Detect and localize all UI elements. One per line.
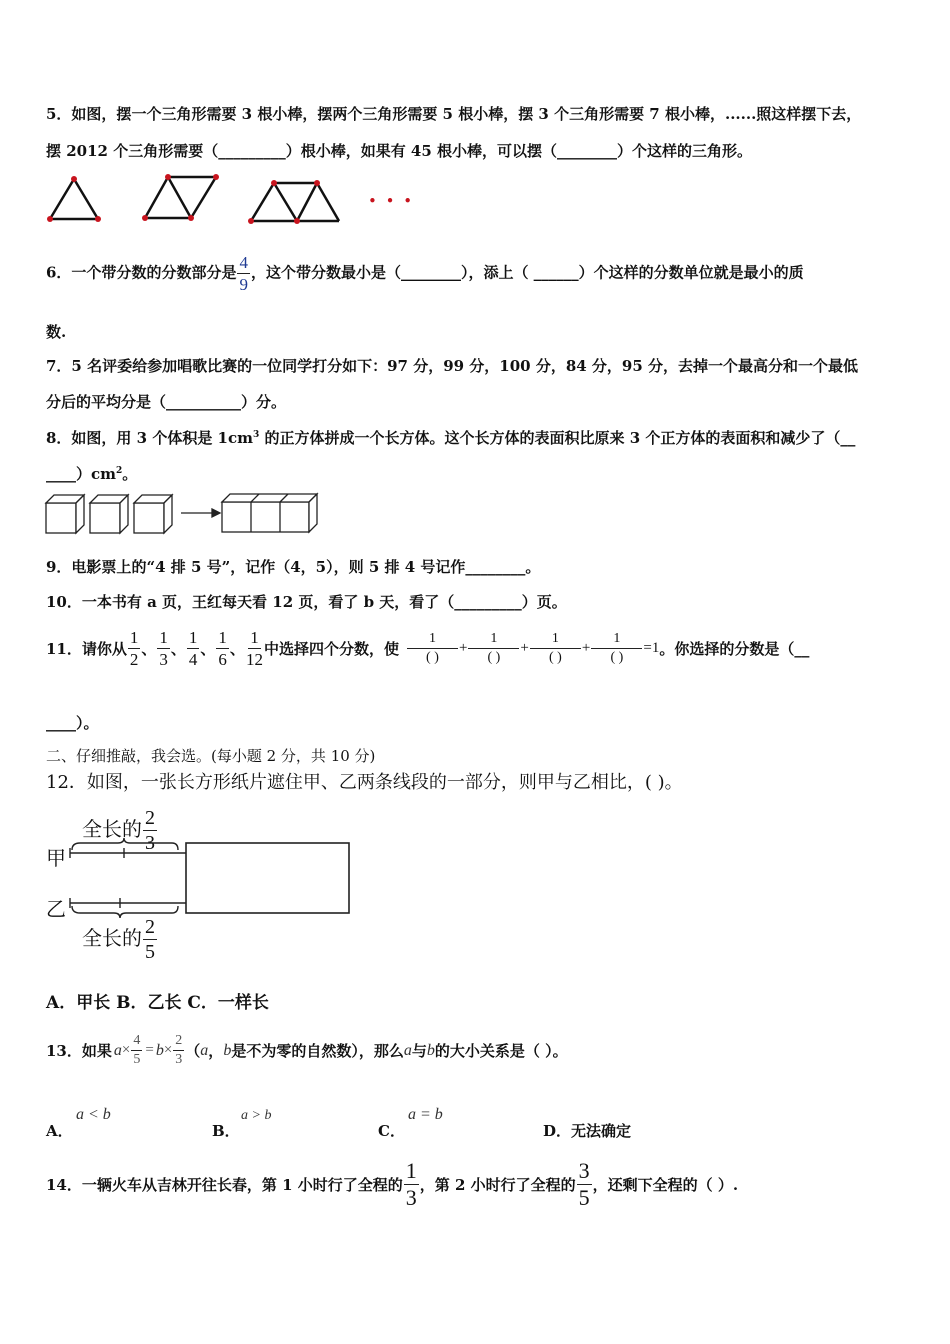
q13-option-a: a < b [76, 1106, 111, 1123]
q11-line2: ____）。 [46, 714, 99, 732]
q13-mid1: （ [185, 1042, 201, 1060]
q13-line [46, 1034, 568, 1067]
q5-continuation-dots: • • • [368, 192, 415, 210]
q11-frac-3-den: 4 [188, 650, 198, 669]
q12-label-jia: 甲 [46, 846, 66, 870]
q11-prefix: 11．请你从 [46, 640, 127, 658]
q13-option-c-label: C． [378, 1122, 405, 1140]
q14-f1-den: 3 [405, 1185, 417, 1210]
q11-frac-5-num: 1 [250, 628, 259, 647]
q12-text: 12．如图，一张长方形纸片遮住甲、乙两条线段的一部分，则甲与乙相比，( )。 [46, 772, 683, 793]
q13-var-a-2: a [200, 1041, 209, 1059]
q13-mid4: 与 [411, 1042, 427, 1060]
q12-bottom-den: 5 [145, 941, 155, 963]
q14-frac-1 [404, 1160, 419, 1209]
q11-plus: + [581, 640, 591, 656]
q13-f2-num: 2 [173, 1034, 184, 1051]
q11-sep: 、 [170, 640, 186, 658]
q11-sep: 、 [141, 640, 157, 658]
q11-blank-4-den: ( ) [610, 650, 624, 665]
q11-equals: =1 [643, 640, 660, 656]
q13-var-b-2: b [223, 1041, 232, 1059]
q5-line2: 摆 2012 个三角形需要（_________）根小棒，如果有 45 根小棒，可以摆（________）个这样的三角形。 [46, 142, 753, 160]
q13-var-a-3: a [403, 1041, 412, 1059]
q11-frac-4-den: 6 [218, 650, 227, 669]
q6-suffix: ，这个带分数最小是（________），添上（ ______）个这样的分数单位就是最小的质 [250, 263, 804, 282]
q13-f1-den: 5 [133, 1052, 141, 1067]
q6-frac-numerator: 4 [239, 253, 248, 272]
q13-prefix: 13．如果 [46, 1042, 112, 1060]
q13-frac-1 [131, 1034, 142, 1067]
q8-line2a: ____）cm [46, 465, 117, 483]
q8-line1b: 的正方体拼成一个长方体。这个长方体的表面积比原来 3 个正方体的表面积和减少了（__ [259, 429, 856, 447]
q11-frac-2-den: 3 [159, 650, 168, 669]
q11-blank-4-num: 1 [591, 632, 642, 649]
q8-sup-3: 3 [252, 430, 260, 440]
q14-f2-num: 3 [578, 1158, 590, 1183]
q11-suffix: 。你选择的分数是（__ [659, 640, 810, 658]
q14-frac-2 [577, 1160, 592, 1209]
q8-sup-2: 2 [116, 466, 123, 476]
q13-option-b-label: B． [212, 1122, 240, 1140]
q13-mid5: 的大小关系是（ ）。 [434, 1042, 568, 1060]
q13-f1-num: 4 [131, 1034, 142, 1051]
q11-sep: 、 [200, 640, 216, 658]
q10-text: 10．一本书有 a 页，王红每天看 12 页，看了 b 天，看了（_________）页。 [46, 593, 567, 611]
q11-frac-5-den: 12 [245, 650, 263, 669]
q11-blank-2-num: 1 [468, 632, 519, 649]
q13-option-b: a > b [241, 1108, 272, 1123]
q11-blank-1-num: 1 [407, 632, 458, 649]
q12-options: A．甲长 B．乙长 C．一样长 [46, 993, 269, 1013]
q12-top-den: 3 [145, 832, 155, 854]
q6-line2: 数. [46, 323, 67, 341]
q12-top-num: 2 [145, 807, 155, 829]
q13-frac-2 [173, 1034, 184, 1067]
q11-blank-3-den: ( ) [548, 650, 562, 665]
q7-line1: 7．5 名评委给参加唱歌比赛的一位同学打分如下：97 分，99 分，100 分，84 分，95 分，去掉一个最高分和一个最低 [46, 357, 859, 375]
q11-frac-1-den: 2 [129, 650, 139, 669]
q11-mid: 中选择四个分数，使 [263, 640, 399, 658]
q13-eq: = [145, 1042, 154, 1058]
q14-mid: ，第 2 小时行了全程的 [419, 1176, 576, 1194]
q13-var-b: b [155, 1041, 164, 1059]
q7-line2: 分后的平均分是（__________）分。 [46, 393, 287, 411]
q13-option-a-label: A． [46, 1122, 73, 1140]
q13-f2-den: 3 [175, 1052, 183, 1067]
q5-line1: 5．如图，摆一个三角形需要 3 根小棒，摆两个三角形需要 5 根小棒，摆 3 个三角形需要 7 根小棒，......照这样摆下去， [46, 105, 862, 123]
q11-frac-3-num: 1 [188, 628, 198, 647]
q14-f2-den: 5 [578, 1185, 590, 1210]
q14-line [46, 1160, 738, 1209]
q13-var-a: a [113, 1041, 122, 1059]
q11-frac-4-num: 1 [218, 628, 227, 647]
q11-frac-2-num: 1 [159, 628, 168, 647]
q11-sep: 、 [229, 640, 245, 658]
q11-blank-1-den: ( ) [426, 650, 439, 665]
q9-text: 9．电影票上的“4 排 5 号”，记作（4，5），则 5 排 4 号记作________。 [46, 558, 541, 576]
q13-times-2: × [163, 1042, 173, 1058]
q13-var-b-3: b [426, 1041, 435, 1059]
q12-top-label-text: 全长的 [82, 817, 142, 841]
section2-title: 二、仔细推敲，我会选。(每小题 2 分，共 10 分) [46, 747, 376, 765]
q14-f1-num: 1 [405, 1158, 417, 1183]
q6-frac-denominator: 9 [239, 275, 248, 294]
q13-option-d: D．无法确定 [543, 1122, 632, 1140]
q12-bottom-label-text: 全长的 [82, 926, 142, 950]
q11-blank-2-den: ( ) [487, 650, 501, 665]
q8-line2b: 。 [122, 465, 138, 483]
q14-suffix: ，还剩下全程的（ ）. [592, 1176, 739, 1194]
q11-frac-1-num: 1 [129, 628, 139, 647]
q13-times: × [121, 1042, 131, 1058]
q12-label-yi: 乙 [46, 897, 66, 921]
q11-blank-3-num: 1 [530, 632, 581, 649]
q12-bottom-num: 2 [145, 916, 155, 938]
q13-option-c: a = b [408, 1106, 443, 1123]
q6-prefix: 6．一个带分数的分数部分是 [46, 263, 237, 282]
q13-mid3: 是不为零的自然数），那么 [231, 1042, 404, 1060]
q8-line1a: 8．如图，用 3 个体积是 1cm [46, 429, 253, 447]
q13-mid2: ， [208, 1042, 224, 1060]
q14-prefix: 14．一辆火车从吉林开往长春，第 1 小时行了全程的 [46, 1176, 403, 1194]
q11-plus: + [458, 640, 468, 656]
q11-plus: + [520, 640, 529, 656]
